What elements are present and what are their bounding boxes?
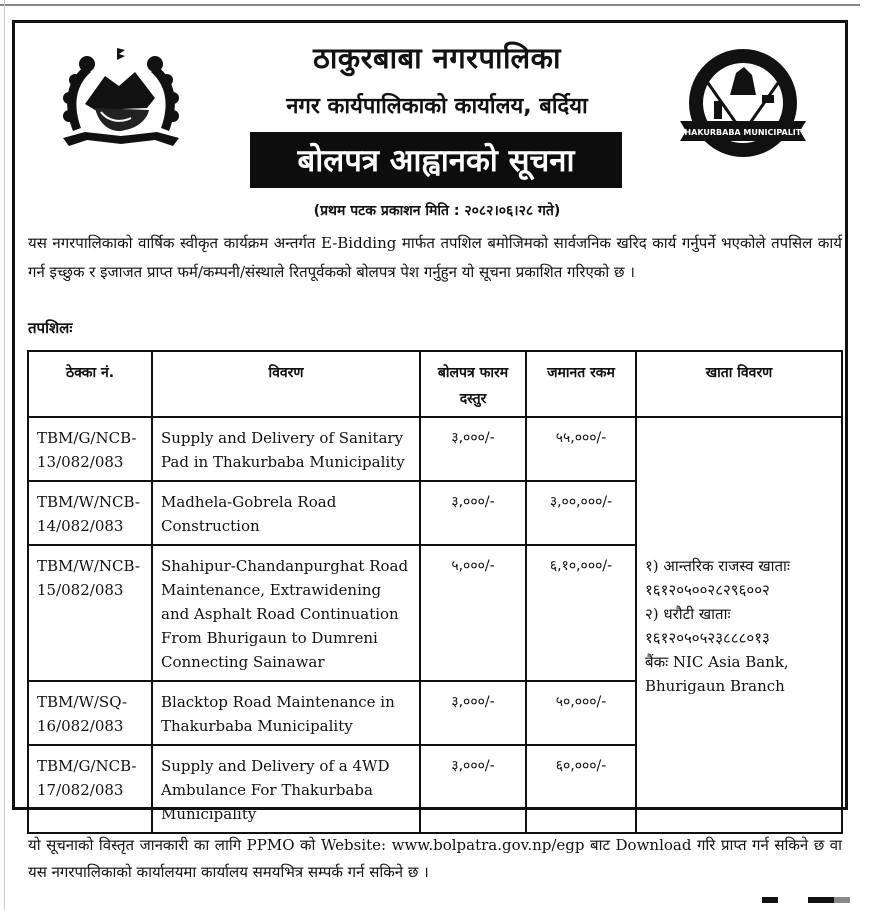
form-fee: ३,०००/-	[420, 745, 526, 833]
account-details	[636, 417, 842, 833]
intro-paragraph: यस नगरपालिकाको वार्षिक स्वीकृत कार्यक्रम अन्तर्गत E-Bidding मार्फत तपशिल बमोजिमको सार्वजनिक खरिद कार्य गर्नुपर्ने भएकोले तपसिल कार्य गर्न इच्छुक र इजाजत प्राप्त फर्म/कम्पनी/संस्थाले रितपूर्वकको बोलपत्र पेश गर्नुहुन यो सूचना प्रकाशित गरिएको छ ।	[28, 234, 842, 281]
header-form-fee: बोलपत्र फारम दस्तुर	[420, 351, 526, 417]
left-rule	[4, 0, 5, 910]
details-label: तपशिलः	[28, 319, 73, 337]
office-name: नगर कार्यपालिकाको कार्यालय, बर्दिया	[286, 94, 588, 119]
top-rule	[0, 4, 860, 6]
tender-table	[27, 350, 843, 834]
description: Supply and Delivery of Sanitary Pad in Thakurbaba Municipality	[152, 417, 420, 481]
bid-security: ५०,०००/-	[526, 681, 636, 745]
description: Supply and Delivery of a 4WD Ambulance For Thakurbaba Municipality	[152, 745, 420, 833]
form-fee: ३,०००/-	[420, 417, 526, 481]
print-mark	[808, 897, 834, 903]
header-description: विवरण	[152, 351, 420, 417]
account-line-deposit: २) धरौटी खाताः	[645, 605, 731, 623]
header-contract-no: ठेक्का नं.	[28, 351, 152, 417]
bank-name: बैंकः NIC Asia Bank,	[645, 653, 789, 671]
bid-security: ३,००,०००/-	[526, 481, 636, 545]
bid-security: ६०,०००/-	[526, 745, 636, 833]
print-mark	[834, 897, 850, 903]
notice-title: बोलपत्र आह्वानको सूचना	[297, 143, 575, 179]
bank-branch: Bhurigaun Branch	[645, 677, 785, 695]
print-mark	[762, 897, 778, 903]
description: Madhela-Gobrela Road Construction	[152, 481, 420, 545]
municipality-name: ठाकुरबाबा नगरपालिका	[313, 41, 561, 75]
table-header-row	[28, 351, 842, 417]
footer-paragraph: यो सूचनाको विस्तृत जानकारी का लागि PPMO को Website: www.bolpatra.gov.np/egp बाट Download गरि प्राप्त गर्न सकिने छ वा यस नगरपालिकाको कार्यालयमा कार्यालय समयभित्र सम्पर्क गर्न सकिने छ ।	[28, 836, 842, 881]
bid-security: ५५,०००/-	[526, 417, 636, 481]
account-number-deposit: १६१२०५०५२३८८८०१३	[645, 629, 770, 647]
header-bid-security: जमानत रकम	[526, 351, 636, 417]
contract-no: TBM/W/SQ-16/082/083	[28, 681, 152, 745]
form-fee: ५,०००/-	[420, 545, 526, 681]
description: Shahipur-Chandanpurghat Road Maintenance, Extrawidening and Asphalt Road Continuation From Bhurigaun to Dumreni Connecting Sainawar	[152, 545, 420, 681]
form-fee: ३,०००/-	[420, 481, 526, 545]
contract-no: TBM/W/NCB-15/082/083	[28, 545, 152, 681]
account-line-revenue: १) आन्तरिक राजस्व खाताः	[645, 557, 790, 575]
form-fee: ३,०००/-	[420, 681, 526, 745]
header-account-details: खाता विवरण	[636, 351, 842, 417]
account-number-revenue: १६१२०५००२८२९६००२	[645, 581, 770, 599]
description: Blacktop Road Maintenance in Thakurbaba Municipality	[152, 681, 420, 745]
logo-banner-text: THAKURBABA MUNICIPALITY	[678, 128, 808, 137]
notice-title-banner	[250, 132, 622, 188]
bid-security: ६,१०,०००/-	[526, 545, 636, 681]
contract-no: TBM/G/NCB-13/082/083	[28, 417, 152, 481]
contract-no: TBM/W/NCB-14/082/083	[28, 481, 152, 545]
publication-date: (प्रथम पटक प्रकाशन मिति : २०८२।०६।२८ गते)	[313, 203, 561, 219]
table-row	[28, 417, 842, 481]
contract-no: TBM/G/NCB-17/082/083	[28, 745, 152, 833]
